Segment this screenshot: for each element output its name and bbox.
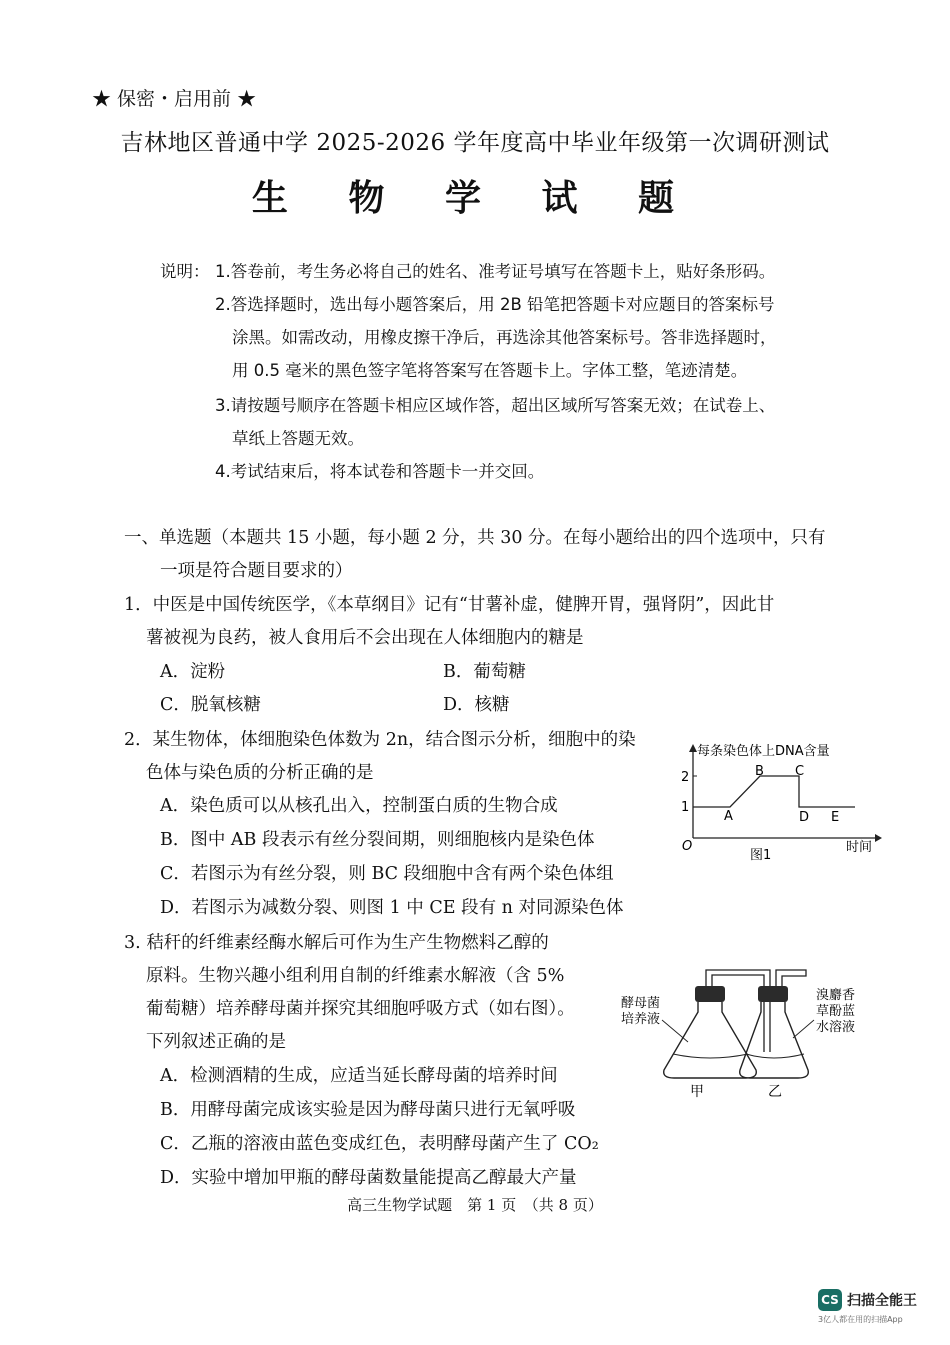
instruction-line: 涂黑。如需改动，用橡皮擦干净后，再选涂其他答案标号。答非选择题时， bbox=[232, 328, 777, 347]
q1-option-a: A．淀粉 bbox=[160, 662, 226, 682]
q1-option-b: B．葡萄糖 bbox=[443, 662, 526, 682]
question-1-stem: 1．中医是中国传统医学，《本草纲目》记有“甘薯补虚，健脾开胃，强肾阴”，因此甘 bbox=[124, 595, 775, 615]
instruction-line: 2.答选择题时，选出每小题答案后，用 2B 铅笔把答题卡对应题目的答案标号 bbox=[215, 295, 775, 314]
x-axis-arrow bbox=[875, 834, 882, 842]
point-label-c: C bbox=[795, 764, 805, 779]
section-heading-cont: 一项是符合题目要求的） bbox=[160, 561, 353, 581]
q3-option-d: D．实验中增加甲瓶的酵母菌数量能提高乙醇最大产量 bbox=[160, 1168, 577, 1188]
question-3-stem-cont: 下列叙述正确的是 bbox=[146, 1032, 286, 1052]
question-1-stem-cont: 薯被视为良药，被人食用后不会出现在人体细胞内的糖是 bbox=[146, 628, 584, 648]
question-2-stem-cont: 色体与染色质的分析正确的是 bbox=[146, 763, 374, 783]
label-btb-2: 草酚蓝 bbox=[816, 1004, 856, 1019]
question-2-stem: 2．某生物体，体细胞染色体数为 2n，结合图示分析，细胞中的染 bbox=[124, 730, 636, 750]
instruction-line: 用 0.5 毫米的黑色签字笔将答案写在答题卡上。字体工整，笔迹清楚。 bbox=[232, 361, 748, 380]
point-label-b: B bbox=[755, 764, 764, 779]
figure-caption: 图1 bbox=[750, 848, 772, 863]
instruction-line: 1.答卷前，考生务必将自己的姓名、准考证号填写在答题卡上，贴好条形码。 bbox=[215, 262, 776, 281]
y-tick-1: 1 bbox=[681, 800, 690, 815]
question-3-stem-cont: 葡萄糖）培养酵母菌并探究其细胞呼吸方式（如右图）。 bbox=[146, 999, 575, 1019]
q2-option-c: C．若图示为有丝分裂，则 BC 段细胞中含有两个染色体组 bbox=[160, 864, 614, 884]
scanner-watermark bbox=[818, 1289, 917, 1325]
label-yeast-2: 培养液 bbox=[621, 1012, 661, 1027]
flask-b bbox=[740, 986, 809, 1078]
q1-option-d: D．核糖 bbox=[443, 695, 510, 715]
dna-content-line bbox=[693, 776, 855, 807]
section-heading: 一、单选题（本题共 15 小题，每小题 2 分，共 30 分。在每小题给出的四个选项中，只有 bbox=[124, 528, 826, 548]
stopper-b bbox=[758, 986, 788, 1002]
instruction-line: 4.考试结束后，将本试卷和答题卡一并交回。 bbox=[215, 462, 545, 481]
scanner-name: 扫描全能王 bbox=[847, 1293, 917, 1309]
instruction-line: 草纸上答题无效。 bbox=[232, 429, 364, 448]
flask-a-label: 甲 bbox=[690, 1084, 704, 1100]
q3-option-c: C．乙瓶的溶液由蓝色变成红色，表明酵母菌产生了 CO₂ bbox=[160, 1134, 599, 1154]
confidential-label: ★ 保密・启用前 ★ bbox=[92, 88, 257, 110]
page-footer: 高三生物学试题 第 1 页 （共 8 页） bbox=[347, 1196, 603, 1214]
stopper-a bbox=[695, 986, 725, 1002]
label-yeast-1: 酵母菌 bbox=[621, 996, 661, 1011]
figure-1-chart bbox=[675, 738, 885, 863]
liquid-level-a bbox=[673, 1054, 748, 1058]
scanner-tagline: 3亿人都在用的扫描App bbox=[818, 1315, 903, 1324]
point-label-a: A bbox=[724, 809, 733, 824]
y-tick-2: 2 bbox=[681, 770, 690, 785]
q2-option-b: B．图中 AB 段表示有丝分裂间期，则细胞核内是染色体 bbox=[160, 830, 595, 850]
leader-line-right bbox=[793, 1020, 814, 1038]
q2-option-a: A．染色质可以从核孔出入，控制蛋白质的生物合成 bbox=[160, 796, 558, 816]
q3-option-b: B．用酵母菌完成该实验是因为酵母菌只进行无氧呼吸 bbox=[160, 1100, 576, 1120]
leader-line-left bbox=[662, 1020, 688, 1042]
liquid-level-b bbox=[746, 1054, 804, 1058]
point-label-d: D bbox=[799, 810, 810, 825]
label-btb-3: 水溶液 bbox=[816, 1020, 856, 1035]
flask-b-label: 乙 bbox=[768, 1084, 782, 1100]
q2-option-d: D．若图示为减数分裂、则图 1 中 CE 段有 n 对同源染色体 bbox=[160, 898, 624, 918]
scanner-badge: CS bbox=[818, 1289, 842, 1311]
instruction-line: 3.请按题号顺序在答题卡相应区域作答，超出区域所写答案无效；在试卷上、 bbox=[215, 396, 776, 415]
q1-option-c: C．脱氧核糖 bbox=[160, 695, 261, 715]
origin-label: O bbox=[682, 839, 693, 854]
figure-2-apparatus bbox=[618, 962, 878, 1102]
exam-title: 吉林地区普通中学 2025-2026 学年度高中毕业年级第一次调研测试 bbox=[120, 130, 830, 156]
y-axis-arrow bbox=[689, 744, 697, 752]
y-axis-label: 每条染色体上DNA含量 bbox=[697, 744, 830, 759]
q3-option-a: A．检测酒精的生成，应适当延长酵母菌的培养时间 bbox=[160, 1066, 558, 1086]
label-btb-1: 溴麝香 bbox=[816, 988, 856, 1003]
subject-title: 生 物 学 试 题 bbox=[251, 177, 699, 219]
question-3-stem-cont: 原料。生物兴趣小组利用自制的纤维素水解液（含 5% bbox=[146, 966, 565, 986]
x-axis-label: 时间 bbox=[846, 840, 873, 855]
point-label-e: E bbox=[831, 810, 840, 825]
question-3-stem: 3. 秸秆的纤维素经酶水解后可作为生产生物燃料乙醇的 bbox=[124, 933, 549, 953]
instructions-lead: 说明： bbox=[160, 262, 210, 281]
